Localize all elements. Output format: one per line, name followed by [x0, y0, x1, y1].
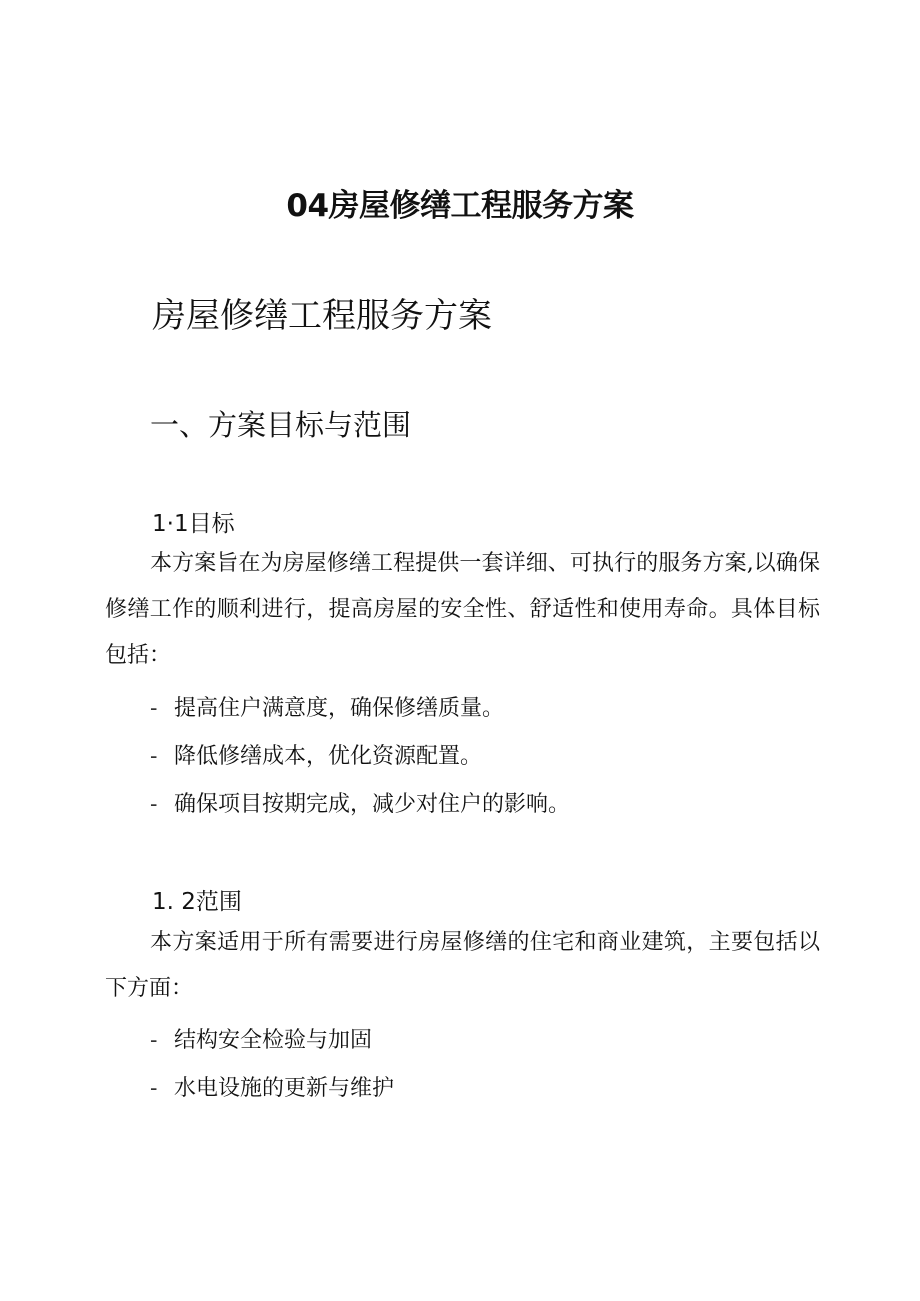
bullet-marker: - [150, 744, 158, 769]
bullet-marker: - [150, 1028, 158, 1053]
heading-goals-scope: 一、方案目标与范围 [150, 408, 412, 442]
list-item [150, 1026, 372, 1056]
list-item-text: 提高住户满意度，确保修缮质量。 [174, 696, 505, 721]
list-item-text: 确保项目按期完成，减少对住户的影响。 [174, 792, 571, 817]
paragraph-goals: 本方案旨在为房屋修缮工程提供一套详细、可执行的服务方案,以确保修缮工作的顺利进行，提高房屋的安全性、舒适性和使用寿命。具体目标包括： [105, 551, 820, 668]
bullet-marker: - [150, 792, 158, 817]
subheading-scope: 1. 2范围 [152, 889, 242, 915]
list-item [150, 742, 482, 772]
list-item-text: 结构安全检验与加固 [174, 1028, 373, 1053]
bullet-marker: - [150, 1076, 158, 1101]
list-item [150, 1074, 394, 1104]
list-item [150, 694, 504, 724]
section-title: 房屋修缮工程服务方案 [152, 296, 492, 336]
list-item-text: 水电设施的更新与维护 [174, 1076, 395, 1101]
subheading-goals: 1·1目标 [152, 511, 235, 537]
document-title: 04房屋修缮工程服务方案 [286, 188, 634, 224]
list-item [150, 790, 570, 820]
paragraph-scope: 本方案适用于所有需要进行房屋修缮的住宅和商业建筑，主要包括以下方面： [105, 930, 820, 1001]
bullet-marker: - [150, 696, 158, 721]
list-item-text: 降低修缮成本，优化资源配置。 [174, 744, 483, 769]
